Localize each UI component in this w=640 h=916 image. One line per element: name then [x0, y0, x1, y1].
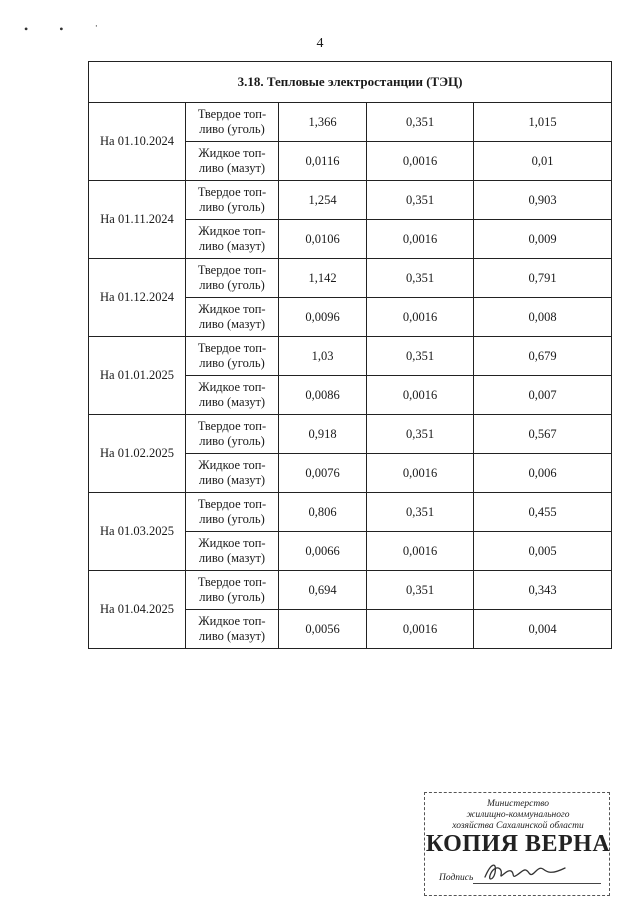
table-row — [89, 571, 612, 610]
stamp-signature-label: Подпись — [439, 873, 474, 883]
value-cell-col1: 1,366 — [279, 103, 367, 142]
value-cell-col1: 0,0106 — [279, 220, 367, 259]
value-cell-col1: 0,0066 — [279, 532, 367, 571]
solid-fuel-label — [186, 493, 279, 532]
fuel-label-line: ливо (уголь) — [199, 200, 265, 214]
date-cell: На 01.11.2024 — [89, 181, 186, 259]
value-cell-col2: 0,0016 — [367, 220, 474, 259]
value-cell-col3: 0,567 — [474, 415, 612, 454]
certification-stamp — [424, 792, 610, 896]
value-cell-col3: 0,791 — [474, 259, 612, 298]
fuel-label-line: ливо (мазут) — [198, 161, 266, 175]
value-cell-col1: 0,0056 — [279, 610, 367, 649]
fuel-label-line: ливо (уголь) — [199, 122, 265, 136]
value-cell-col2: 0,0016 — [367, 376, 474, 415]
value-cell-col2: 0,0016 — [367, 142, 474, 181]
value-cell-col3: 0,007 — [474, 376, 612, 415]
fuel-label-line: ливо (мазут) — [198, 473, 266, 487]
liquid-fuel-label — [186, 532, 279, 571]
value-cell-col3: 0,008 — [474, 298, 612, 337]
value-cell-col2: 0,0016 — [367, 532, 474, 571]
liquid-fuel-label — [186, 454, 279, 493]
fuel-label-line: Твердое топ- — [197, 341, 267, 355]
date-cell: На 01.10.2024 — [89, 103, 186, 181]
value-cell-col2: 0,351 — [367, 493, 474, 532]
value-cell-col1: 0,806 — [279, 493, 367, 532]
table-row — [89, 415, 612, 454]
value-cell-col2: 0,351 — [367, 571, 474, 610]
solid-fuel-label — [186, 103, 279, 142]
fuel-label-line: Твердое топ- — [197, 107, 267, 121]
fuel-label-line: ливо (мазут) — [198, 317, 266, 331]
fuel-label-line: Жидкое топ- — [198, 536, 266, 550]
stamp-department-line: жилищно-коммунального — [466, 810, 570, 820]
solid-fuel-label — [186, 259, 279, 298]
date-cell: На 01.01.2025 — [89, 337, 186, 415]
solid-fuel-label — [186, 415, 279, 454]
liquid-fuel-label — [186, 610, 279, 649]
value-cell-col2: 0,351 — [367, 181, 474, 220]
fuel-label-line: ливо (уголь) — [199, 590, 265, 604]
value-cell-col3: 0,455 — [474, 493, 612, 532]
value-cell-col1: 0,0086 — [279, 376, 367, 415]
stamp-ministry-line: Министерство — [487, 799, 549, 809]
fuel-label-line: Твердое топ- — [197, 185, 267, 199]
fuel-label-line: ливо (уголь) — [199, 434, 265, 448]
page-number: 4 — [316, 36, 324, 51]
stamp-region-line: хозяйства Сахалинской области — [452, 821, 584, 831]
table-row — [89, 337, 612, 376]
solid-fuel-label — [186, 337, 279, 376]
fuel-label-line: Жидкое топ- — [198, 302, 266, 316]
stamp-title: КОПИЯ ВЕРНА — [425, 831, 611, 857]
table-body — [89, 103, 612, 649]
fuel-label-line: Жидкое топ- — [198, 224, 266, 238]
liquid-fuel-label — [186, 220, 279, 259]
scan-specks: • • ˙ — [24, 22, 113, 36]
fuel-label-line: ливо (мазут) — [198, 629, 266, 643]
table-row — [89, 103, 612, 142]
table-row — [89, 493, 612, 532]
value-cell-col1: 1,03 — [279, 337, 367, 376]
value-cell-col3: 0,903 — [474, 181, 612, 220]
value-cell-col1: 0,0096 — [279, 298, 367, 337]
value-cell-col1: 1,254 — [279, 181, 367, 220]
value-cell-col2: 0,351 — [367, 415, 474, 454]
value-cell-col2: 0,0016 — [367, 454, 474, 493]
value-cell-col3: 0,343 — [474, 571, 612, 610]
value-cell-col2: 0,351 — [367, 259, 474, 298]
table-row — [89, 181, 612, 220]
value-cell-col3: 0,004 — [474, 610, 612, 649]
value-cell-col1: 0,918 — [279, 415, 367, 454]
value-cell-col3: 0,01 — [474, 142, 612, 181]
value-cell-col3: 0,006 — [474, 454, 612, 493]
date-cell: На 01.03.2025 — [89, 493, 186, 571]
value-cell-col2: 0,351 — [367, 103, 474, 142]
fuel-table — [88, 61, 612, 649]
value-cell-col3: 0,009 — [474, 220, 612, 259]
value-cell-col2: 0,0016 — [367, 298, 474, 337]
fuel-label-line: Жидкое топ- — [198, 614, 266, 628]
fuel-label-line: Твердое топ- — [197, 497, 267, 511]
fuel-label-line: Жидкое топ- — [198, 146, 266, 160]
date-cell: На 01.04.2025 — [89, 571, 186, 649]
fuel-label-line: Жидкое топ- — [198, 380, 266, 394]
fuel-label-line: ливо (уголь) — [199, 278, 265, 292]
fuel-label-line: ливо (мазут) — [198, 395, 266, 409]
value-cell-col2: 0,0016 — [367, 610, 474, 649]
table-header-row — [89, 62, 612, 103]
value-cell-col3: 0,005 — [474, 532, 612, 571]
liquid-fuel-label — [186, 142, 279, 181]
solid-fuel-label — [186, 571, 279, 610]
liquid-fuel-label — [186, 376, 279, 415]
liquid-fuel-label — [186, 298, 279, 337]
value-cell-col3: 1,015 — [474, 103, 612, 142]
value-cell-col2: 0,351 — [367, 337, 474, 376]
fuel-label-line: Твердое топ- — [197, 575, 267, 589]
value-cell-col1: 0,694 — [279, 571, 367, 610]
fuel-label-line: Жидкое топ- — [198, 458, 266, 472]
fuel-label-line: Твердое топ- — [197, 419, 267, 433]
value-cell-col3: 0,679 — [474, 337, 612, 376]
table-row — [89, 259, 612, 298]
value-cell-col1: 1,142 — [279, 259, 367, 298]
date-cell: На 01.12.2024 — [89, 259, 186, 337]
handwritten-signature — [481, 859, 571, 885]
value-cell-col1: 0,0116 — [279, 142, 367, 181]
fuel-label-line: ливо (уголь) — [199, 356, 265, 370]
fuel-label-line: ливо (мазут) — [198, 551, 266, 565]
date-cell: На 01.02.2025 — [89, 415, 186, 493]
fuel-label-line: ливо (мазут) — [198, 239, 266, 253]
value-cell-col1: 0,0076 — [279, 454, 367, 493]
fuel-label-line: ливо (уголь) — [199, 512, 265, 526]
fuel-label-line: Твердое топ- — [197, 263, 267, 277]
section-title: 3.18. Тепловые электростанции (ТЭЦ) — [89, 62, 612, 103]
solid-fuel-label — [186, 181, 279, 220]
